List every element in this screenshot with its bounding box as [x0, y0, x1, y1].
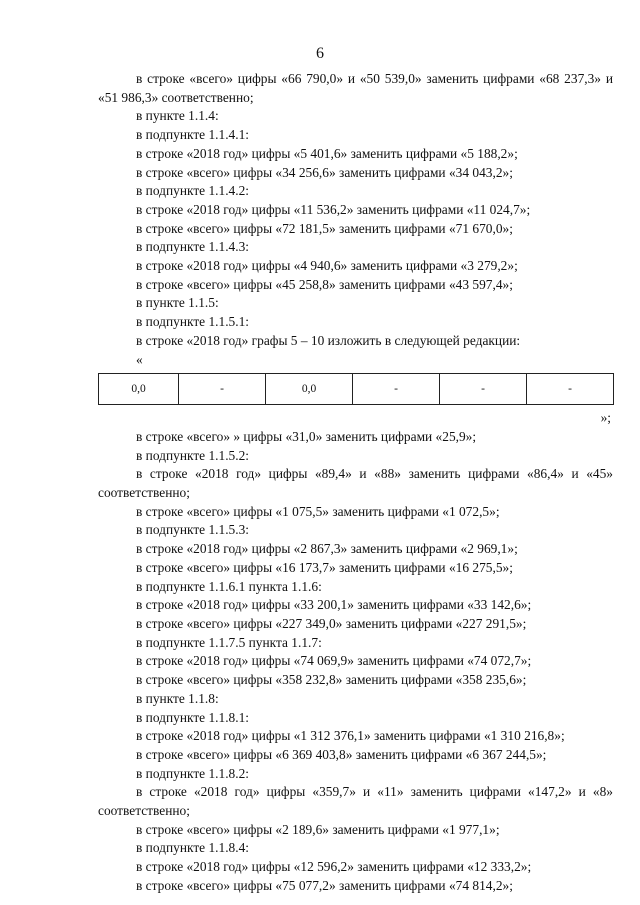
paragraph: в подпункте 1.1.4.3: [136, 239, 250, 255]
replacement-table [98, 373, 614, 405]
paragraph: в пункте 1.1.5: [136, 295, 219, 311]
paragraph: в строке «всего» цифры «66 790,0» и «50 539,0» заменить цифрами «68 237,3» и «51 986,3» соответственно; [98, 71, 613, 105]
table-cell: - [527, 374, 614, 405]
table-cell: 0,0 [266, 374, 353, 405]
paragraph: в строке «всего» цифры «358 232,8» заменить цифрами «358 235,6»; [136, 672, 527, 688]
paragraph: в строке «всего» цифры «1 075,5» заменить цифрами «1 072,5»; [136, 503, 500, 519]
paragraph: в строке «2018 год» цифры «89,4» и «88» заменить цифрами «86,4» и «45» соответственно; [98, 466, 613, 501]
document-body [98, 70, 613, 896]
quote-open: « [136, 351, 143, 367]
paragraph: в строке «2018 год» цифры «2 867,3» заменить цифрами «2 969,1»; [136, 541, 518, 557]
paragraph: в подпункте 1.1.4.1: [136, 127, 250, 143]
paragraph: в подпункте 1.1.8.4: [136, 840, 250, 856]
table-cell: - [179, 374, 266, 405]
table-cell: 0,0 [99, 374, 179, 405]
paragraph: в строке «всего» цифры «227 349,0» заменить цифрами «227 291,5»; [136, 615, 527, 631]
paragraph: в строке «всего» » цифры «31,0» заменить цифрами «25,9»; [136, 428, 477, 444]
table-cell: - [353, 374, 440, 405]
paragraph: в подпункте 1.1.6.1 пункта 1.1.6: [136, 578, 322, 594]
paragraph: в строке «всего» цифры «72 181,5» заменить цифрами «71 670,0»; [136, 220, 513, 236]
paragraph: в строке «2018 год» цифры «11 536,2» заменить цифрами «11 024,7»; [136, 201, 531, 217]
paragraph: в строке «2018 год» графы 5 – 10 изложить в следующей редакции: [136, 332, 521, 348]
paragraph: в подпункте 1.1.8.2: [136, 765, 250, 781]
paragraph: в подпункте 1.1.8.1: [136, 709, 250, 725]
paragraph: в подпункте 1.1.5.3: [136, 522, 250, 538]
paragraph: в строке «2018 год» цифры «1 312 376,1» заменить цифрами «1 310 216,8»; [136, 728, 565, 744]
paragraph: в подпункте 1.1.4.2: [136, 183, 250, 199]
paragraph: в строке «всего» цифры «6 369 403,8» заменить цифрами «6 367 244,5»; [136, 746, 547, 762]
paragraph: в подпункте 1.1.7.5 пункта 1.1.7: [136, 634, 322, 650]
paragraph: в строке «всего» цифры «45 258,8» заменить цифрами «43 597,4»; [136, 276, 513, 292]
paragraph: в строке «2018 год» цифры «33 200,1» заменить цифрами «33 142,6»; [136, 597, 532, 613]
paragraph: в подпункте 1.1.5.1: [136, 314, 250, 330]
table-row [99, 374, 614, 405]
paragraph: в строке «всего» цифры «2 189,6» заменить цифрами «1 977,1»; [136, 821, 500, 837]
quote-close: »; [600, 410, 611, 426]
paragraph: в строке «всего» цифры «75 077,2» заменить цифрами «74 814,2»; [136, 877, 513, 893]
paragraph: в пункте 1.1.8: [136, 690, 219, 706]
paragraph: в строке «2018 год» цифры «74 069,9» заменить цифрами «74 072,7»; [136, 653, 532, 669]
paragraph: в строке «всего» цифры «34 256,6» заменить цифрами «34 043,2»; [136, 164, 513, 180]
page-number: 6 [316, 45, 324, 62]
paragraph: в строке «2018 год» цифры «4 940,6» заменить цифрами «3 279,2»; [136, 258, 518, 274]
paragraph: в строке «2018 год» цифры «359,7» и «11» заменить цифрами «147,2» и «8» соответственно; [98, 784, 613, 819]
paragraph: в строке «2018 год» цифры «5 401,6» заменить цифрами «5 188,2»; [136, 145, 518, 161]
paragraph: в подпункте 1.1.5.2: [136, 447, 250, 463]
table-cell: - [440, 374, 527, 405]
paragraph: в пункте 1.1.4: [136, 108, 219, 124]
paragraph: в строке «всего» цифры «16 173,7» заменить цифрами «16 275,5»; [136, 559, 513, 575]
paragraph: в строке «2018 год» цифры «12 596,2» заменить цифрами «12 333,2»; [136, 859, 532, 875]
